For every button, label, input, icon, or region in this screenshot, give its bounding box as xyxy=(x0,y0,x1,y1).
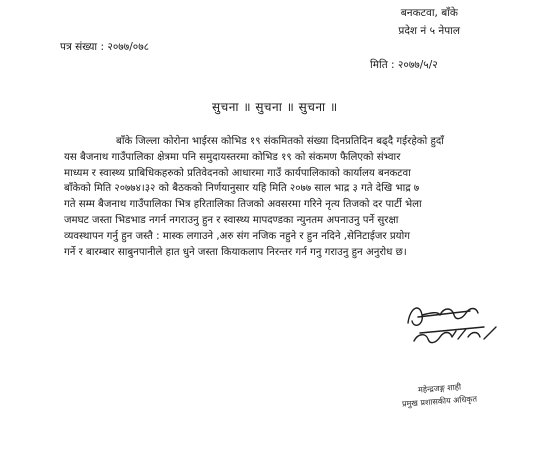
handwritten-signature xyxy=(400,293,510,353)
body-line: माध्यम र स्वास्थ्य प्राबिधिकहरुको प्रतिवेदनको आधारमा गाउँ कार्यपालिकाको कार्यालय बनकटवा xyxy=(64,167,411,179)
signatory-title: प्रमुख प्रशासकीय अधिकृत xyxy=(401,394,478,409)
body-line: बाँके जिल्ला कोरोना भाईरस कोभिड १९ संकमितको संख्या दिनप्रतिदिन बढ्दै गईरहेको हुदाँ xyxy=(116,136,444,147)
address-line-1: बनकटवा, बाँके xyxy=(400,7,458,19)
signatory-name: महेन्द्रजङ्ग शाही xyxy=(417,382,462,395)
reference-number: पत्र संख्या : २०७७/०७८ xyxy=(60,41,150,53)
address-line-2: प्रदेश नं ५ नेपाल xyxy=(398,25,460,37)
body-line: यस बैजनाथ गाउँपालिका क्षेत्रमा पनि समुदायस्तरमा कोभिड १९ को संकमण फैलिएको संभ्वार xyxy=(64,151,401,163)
body-line: गर्ने र बारम्बार साबुनपानीले हात धुने जस्ता कियाकलाप निरन्तर गर्न गनु गराउनु हुन अनुरोध छ। xyxy=(64,246,407,258)
notice-date: मिति : २०७७/५/२ xyxy=(370,59,438,71)
notice-body xyxy=(64,134,516,260)
body-line: जमघट जस्ता भिडभाड नगर्न नगराउनु हुन र स्वास्थ्य मापदण्डका न्युनतम अपनाउनु पर्ने सुरक्षा xyxy=(64,214,399,226)
body-line: व्यवस्थापन गर्नु हुन जस्तै : मास्क लगाउने ,अरु संग नजिक नहुने र हुन नदिने ,सेनिटाईजर प्रयोग xyxy=(64,230,410,242)
body-line: बाँकेको मिति २०७७४।३२ को बैठकको निर्णयानुसार यहि मिति २०७७ साल भाद्र ३ गते देखि भाद्र ७ xyxy=(64,183,420,195)
notice-title: सुचना ॥ सुचना ॥ सुचना ॥ xyxy=(212,100,338,114)
body-line: गते सम्म बैजनाथ गाउँपालिका भित्र हरितालिका तिजको अवसरमा गरिने नृत्य तिजको दर पार्टी भेला xyxy=(64,199,422,211)
